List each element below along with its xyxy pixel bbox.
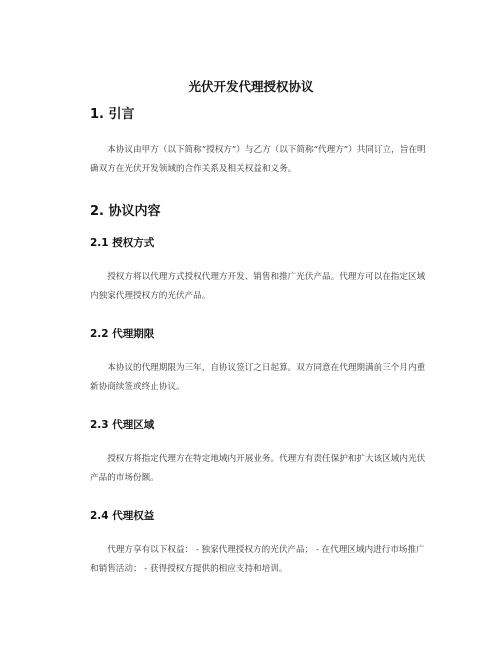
- paragraph-agency-rights: 代理方享有以下权益： - 独家代理授权方的光伏产品； - 在代理区域内进行市场推广和销售活动； - 获得授权方提供的相应支持和培训。: [90, 545, 425, 574]
- paragraph-authorization-method: 授权方将以代理方式授权代理方开发、销售和推广光伏产品。代理方可以在指定区域内独家代理授权方的光伏产品。: [90, 272, 426, 301]
- section-heading-agreement-content: 2. 协议内容: [90, 204, 161, 219]
- paragraph-introduction: 本协议由甲方（以下简称“授权方”）与乙方（以下简称“代理方”）共同订立，旨在明确双方在光伏开发领域的合作关系及相关权益和义务。: [90, 145, 426, 174]
- paragraph-agency-term: 本协议的代理期限为三年，自协议签订之日起算。双方同意在代理期满前三个月内重新协商续签或终止协议。: [90, 363, 426, 392]
- section-heading-introduction: 1. 引言: [90, 107, 135, 122]
- subsection-heading-agency-rights: 2.4 代理权益: [90, 510, 155, 522]
- subsection-heading-agency-term: 2.2 代理期限: [90, 328, 155, 340]
- document-title: 光伏开发代理授权协议: [188, 79, 314, 94]
- subsection-heading-authorization-method: 2.1 授权方式: [90, 237, 155, 249]
- paragraph-agency-region: 授权方将指定代理方在特定地域内开展业务。代理方有责任保护和扩大该区域内光伏产品的市场份额。: [90, 454, 426, 483]
- subsection-heading-agency-region: 2.3 代理区域: [90, 419, 155, 431]
